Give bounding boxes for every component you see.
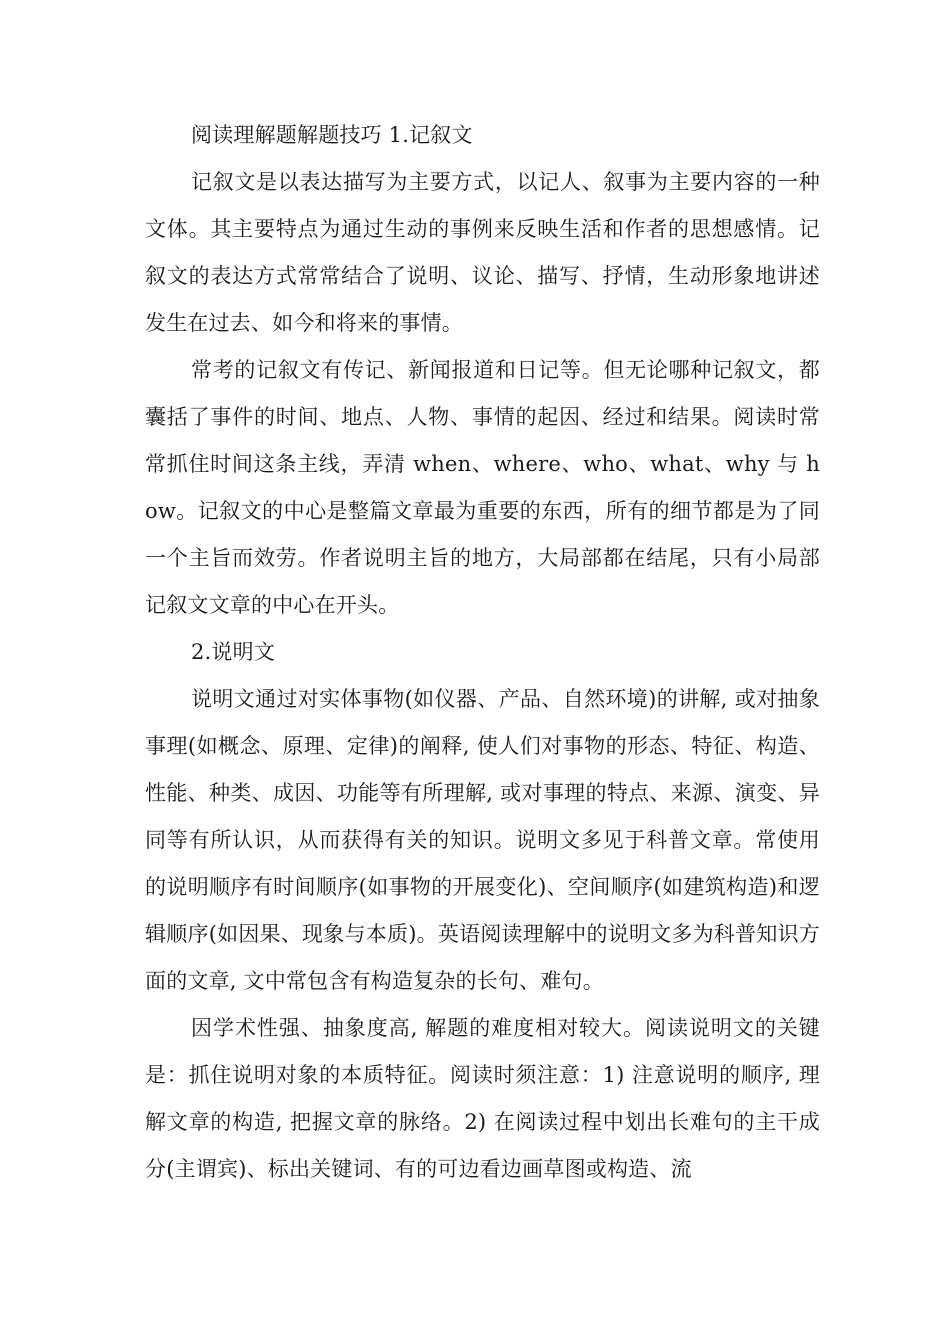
paragraph-narrative-types: 常考的记叙文有传记、新闻报道和日记等。但无论哪种记叙文，都囊括了事件的时间、地点、人物、事情的起因、经过和结果。阅读时常常抓住时间这条主线，弄清 when、where、who、what、why 与 how。记叙文的中心是整篇文章最为重要的东西，所有的细节都是为了同一个主旨而效劳。作者说明主旨的地方，大局部都在结尾，只有小局部记叙文文章的中心在开头。 bbox=[145, 358, 820, 617]
heading-expository: 2.说明文 bbox=[191, 640, 276, 664]
paragraph-expository-tips: 因学术性强、抽象度高, 解题的难度相对较大。阅读说明文的关键是：抓住说明对象的本质特征。阅读时须注意：1) 注意说明的顺序, 理解文章的构造, 把握文章的脉络。2) 在阅读过程中划出长难句的主干成分(主谓宾)、标出关键词、有的可边看边画草图或构造、流 bbox=[145, 1016, 820, 1181]
document-body bbox=[145, 112, 820, 1193]
paragraph-expository-definition: 说明文通过对实体事物(如仪器、产品、自然环境)的讲解, 或对抽象事理(如概念、原理、定律)的阐释, 使人们对事物的形态、特征、构造、性能、种类、成因、功能等有所理解, 或对事理的特点、来源、演变、异同等有所认识，从而获得有关的知识。说明文多见于科普文章。常使用的说明顺序有时间顺序(如事物的开展变化)、空间顺序(如建筑构造)和逻辑顺序(如因果、现象与本质)。英语阅读理解中的说明文多为科普知识方面的文章, 文中常包含有构造复杂的长句、难句。 bbox=[145, 687, 820, 993]
paragraph-narrative-definition: 记叙文是以表达描写为主要方式，以记人、叙事为主要内容的一种文体。其主要特点为通过生动的事例来反映生活和作者的思想感情。记叙文的表达方式常常结合了说明、议论、描写、抒情，生动形象地讲述发生在过去、如今和将来的事情。 bbox=[145, 170, 820, 335]
heading-narrative: 阅读理解题解题技巧 1.记叙文 bbox=[191, 123, 473, 147]
